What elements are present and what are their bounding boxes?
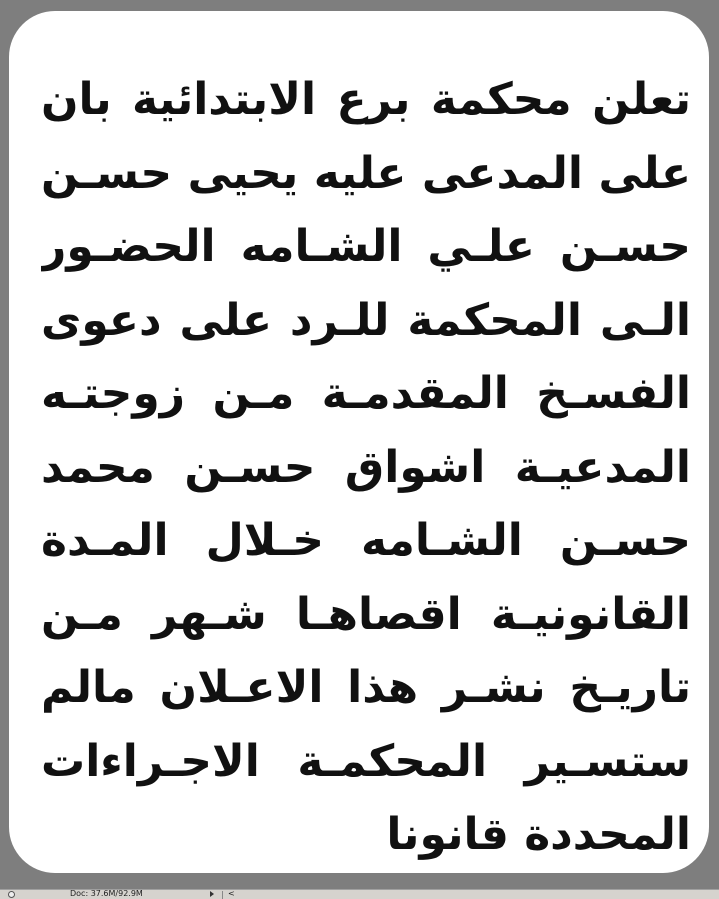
notice-line-11: المحددة قانونا — [386, 809, 691, 860]
status-bar — [0, 889, 719, 899]
notice-line-9: تاريـخ نشـر هذا الاعـلان مالم — [41, 662, 691, 713]
notice-line-5: الفسـخ المقدمـة مـن زوجتـه — [41, 368, 691, 419]
vertical-scrollbar[interactable] — [710, 0, 719, 889]
document-size-readout: Doc: 37.6M/92.9M — [70, 889, 143, 898]
notice-body — [41, 63, 691, 872]
notice-line-8: القانونيـة اقصاهـا شـهر مـن — [41, 588, 691, 640]
status-nav-button[interactable]: < — [228, 889, 235, 898]
zoom-icon[interactable] — [8, 891, 15, 898]
notice-line-4: الـى المحكمة للـرد على دعوى — [41, 294, 691, 346]
notice-line-10: ستسـير المحكمـة الاجـراءات — [41, 735, 691, 787]
notice-line-6: المدعيـة اشواق حسـن محمد — [41, 441, 691, 493]
notice-line-2: على المدعى عليه يحيى حسـن — [41, 147, 691, 199]
notice-line-1: تعلن محكمة برع الابتدائية بان — [41, 74, 691, 125]
notice-line-7: حسـن الشـامه خـلال المـدة — [41, 515, 691, 566]
notice-line-3: حسـن علـي الشـامه الحضـور — [41, 221, 691, 272]
status-divider — [222, 891, 223, 899]
status-menu-arrow-icon[interactable] — [210, 891, 214, 897]
legal-notice-card — [9, 11, 709, 873]
